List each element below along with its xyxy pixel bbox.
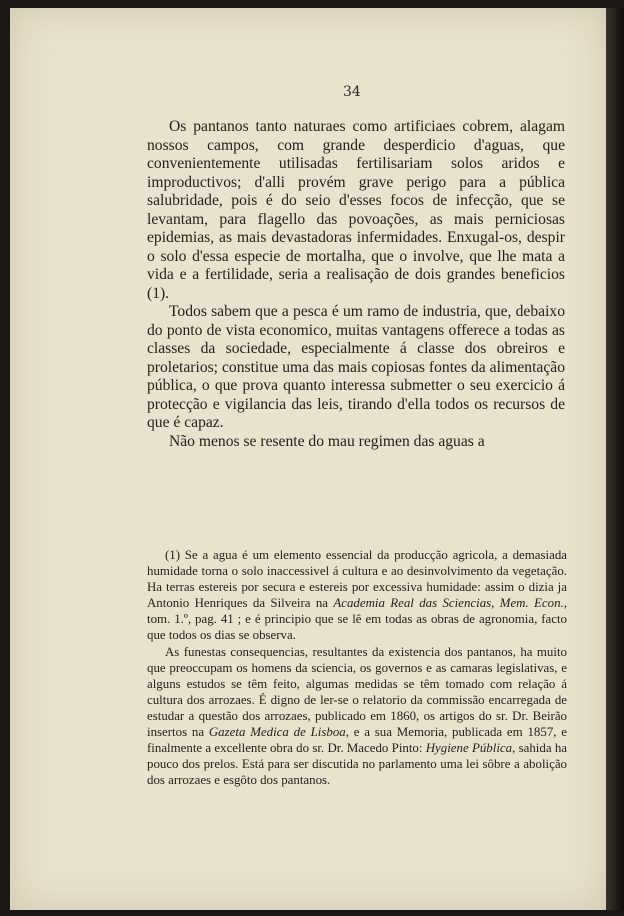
footnote-2-journal: Gazeta Medica de Lisboa [208,725,346,740]
book-binding-edge [606,8,624,910]
footnote-1 [147,547,567,644]
footnote-1-text-a: (1) Se a agua é um elemento essencial da producção agricola, a demasiada humidade torna o solo inaccessivel á cultura e ao desinvolvimento da vegetação. Ha terras estereis por secura e estereis por excessiva humidade: assim o dizia ja Antonio Henriques da Silveira na [147,548,567,611]
footnote-1-text-b: , tom. 1.º, pag. 41 ; e é principio que se lê em todas as obras de agronomia, facto que todos os dias se observa. [147,596,567,643]
paragraph-pesca: Todos sabem que a pesca é um ramo de industria, que, debaixo do ponto de vista economico, muitas vantagens offerece a todas as classes da sociedade, especialmente á classe dos obreiros e proletarios; constitue uma das mais copiosas fontes da alimentação pública, o que prova quanto interessa submetter o seu exercicio á protecção e vigilancia das leis, tirando d'ella todos os recursos de que é capaz. [147,303,565,431]
footnote-2-text-b: , e a sua Memoria, publicada em 1857, e finalmente a excellente obra do sr. Dr. Macedo Pinto: [147,725,568,756]
footnote-1-citation: Academia Real das Sciencias, Mem. Econ. [333,596,564,611]
main-text [147,118,565,451]
book-page [10,8,606,910]
footnote-1-continued [147,644,567,789]
paragraph-pantanos: Os pantanos tanto naturaes como artificiaes cobrem, alagam nossos campos, com grande desperdicio d'aguas, que convenientemente utilisadas fertilisariam solos aridos e improductivos; d'alli provém grave perigo para a pública salubridade, pois é do seio d'esses focos de infecção, que se levantam, para flagello das povoações, as mais perniciosas epidemias, as mais devastadoras infermidades. Enxugal-os, despir o solo d'essa especie de mortalha, que o involve, que lhe mata a vida e a fertilidade, seria a realisação de dois grandes beneficios (1). [147,118,565,302]
footnotes [147,547,567,788]
footnote-2-text-a: As funestas consequencias, resultantes da existencia dos pantanos, ha muito que preoccupam os homens da sciencia, os governos e as camaras legislativas, e alguns estudos se têm feito, algumas medidas se têm tomado com relação á cultura dos arrozaes. É digno de ler-se o relatorio da commissão encarregada de estudar a questão dos arrozaes, publicado em 1860, os artigos do sr. Dr. Beirão insertos na [147,644,567,740]
page-number: 34 [343,84,361,100]
paragraph-aguas: Não menos se resente do mau regimen das aguas a [169,432,485,450]
footnote-2-book-title: Hygiene Pública [425,741,513,756]
footnote-2-text-c: , sahida ha pouco dos prelos. Está para ser discutida no parlamento uma lei sôbre a abolição dos arrozaes e esgôto dos pantanos. [147,741,567,788]
